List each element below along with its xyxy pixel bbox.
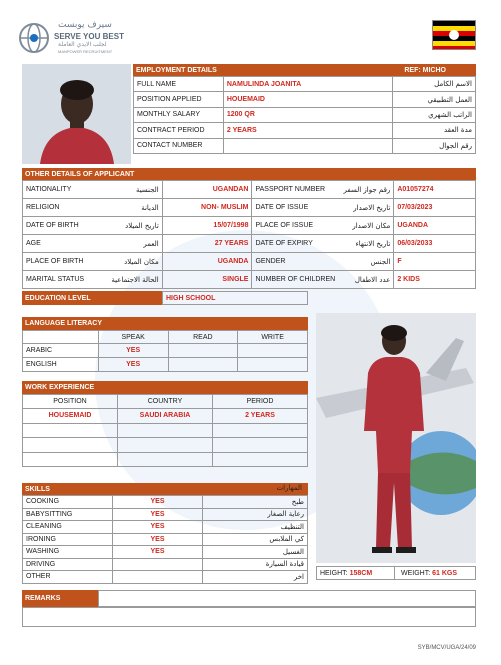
- work-position: HOUSEMAID: [23, 409, 118, 424]
- skill-name: WASHING: [23, 546, 113, 559]
- skill-name-ar: قيادة السيارة: [203, 558, 308, 571]
- work-row: [23, 409, 308, 424]
- language-col-header: SPEAK: [98, 331, 168, 344]
- employment-label: POSITION APPLIED: [134, 92, 224, 107]
- employment-row: [134, 77, 476, 92]
- language-read: [168, 358, 238, 372]
- height-value: 158CM: [349, 569, 373, 577]
- other-details-row: [23, 181, 476, 199]
- other-label2-cell: [252, 217, 394, 235]
- work-col-header: COUNTRY: [118, 395, 213, 409]
- other-label2: DATE OF ISSUE: [255, 204, 309, 211]
- other-label2: NUMBER OF CHILDREN: [255, 276, 336, 283]
- weight-cell: [394, 567, 475, 579]
- other-label2-ar: تاريخ الانتهاء: [355, 239, 391, 248]
- other-label2-cell: [252, 181, 394, 199]
- other-label2-cell: [252, 253, 394, 271]
- employment-label-ar: رقم الجوال: [393, 138, 476, 153]
- remarks-title: REMARKS: [25, 595, 61, 602]
- other-value: UGANDAN: [162, 181, 252, 199]
- employment-value: [223, 138, 392, 153]
- skill-value: [113, 571, 203, 584]
- skill-name-ar: الغسيل: [203, 546, 308, 559]
- other-label-ar: الجنسية: [135, 185, 159, 194]
- skill-name: OTHER: [23, 571, 113, 584]
- work-title: WORK EXPERIENCE: [25, 384, 95, 391]
- skill-value: YES: [113, 496, 203, 509]
- applicant-portrait: [22, 64, 131, 164]
- skill-row: [23, 571, 308, 584]
- language-write: [238, 358, 308, 372]
- other-label: DATE OF BIRTH: [26, 222, 79, 229]
- work-period: [213, 423, 308, 438]
- skill-value: [113, 558, 203, 571]
- other-label-cell: [23, 271, 163, 289]
- work-row: [23, 438, 308, 453]
- language-header: [22, 317, 308, 330]
- skill-name-ar: رعاية الصغار: [203, 508, 308, 521]
- other-value2: A01057274: [394, 181, 476, 199]
- language-write: [238, 344, 308, 358]
- other-value: 27 YEARS: [162, 235, 252, 253]
- ref-block: [404, 67, 446, 74]
- globe-logo-icon: [18, 22, 50, 54]
- employment-label: MONTHLY SALARY: [134, 107, 224, 122]
- other-label-ar: العمر: [143, 239, 159, 248]
- employment-title: EMPLOYMENT DETAILS: [136, 66, 217, 74]
- skill-name-ar: اخر: [203, 571, 308, 584]
- applicant-full-photo: [316, 313, 476, 563]
- employment-label-ar: مدة العقد: [393, 123, 476, 138]
- employment-value: 2 YEARS: [223, 123, 392, 138]
- employment-label-ar: العمل التطبيقي: [393, 92, 476, 107]
- work-header: [22, 381, 308, 394]
- other-details-row: [23, 253, 476, 271]
- other-details-table: [22, 180, 476, 289]
- other-label2: DATE OF EXPIRY: [255, 240, 313, 247]
- other-value2: F: [394, 253, 476, 271]
- other-label2-ar: الجنس: [370, 257, 391, 266]
- other-label2: PASSPORT NUMBER: [255, 186, 326, 193]
- work-position: [23, 452, 118, 467]
- other-value2: 2 KIDS: [394, 271, 476, 289]
- footer-code: SYB/MCV/UGA/24/09: [417, 645, 476, 651]
- work-country: [118, 452, 213, 467]
- remarks-body: [22, 607, 476, 627]
- skill-value: YES: [113, 508, 203, 521]
- language-name: ARABIC: [23, 344, 99, 358]
- education-value: HIGH SCHOOL: [162, 291, 308, 305]
- ref-label: REF:: [404, 66, 421, 74]
- logo-sub-en: MANPOWER RECRUITMENT: [58, 49, 113, 54]
- skill-row: [23, 521, 308, 534]
- language-blank-header: [23, 331, 99, 344]
- other-label-ar: تاريخ الميلاد: [125, 221, 159, 230]
- work-col-header: POSITION: [23, 395, 118, 409]
- other-label2: PLACE OF ISSUE: [255, 222, 314, 229]
- skill-row: [23, 558, 308, 571]
- employment-label-ar: الاسم الكامل: [393, 77, 476, 92]
- other-value: UGANDA: [162, 253, 252, 271]
- weight-value: 61 KGS: [432, 569, 458, 577]
- work-table: [22, 394, 308, 467]
- other-label2: GENDER: [255, 258, 286, 265]
- other-value: NON- MUSLIM: [162, 199, 252, 217]
- other-label-cell: [23, 199, 163, 217]
- work-country: [118, 423, 213, 438]
- company-logo: [18, 20, 148, 56]
- skill-name: DRIVING: [23, 558, 113, 571]
- skill-name-ar: التنظيف: [203, 521, 308, 534]
- other-label2-cell: [252, 199, 394, 217]
- other-label-ar: الديانة: [141, 203, 159, 212]
- height-cell: [317, 570, 394, 577]
- skills-title-ar: المهارات: [276, 484, 302, 492]
- skill-row: [23, 496, 308, 509]
- other-label2-ar: رقم جواز السفر: [343, 185, 391, 194]
- language-read: [168, 344, 238, 358]
- work-row: [23, 423, 308, 438]
- language-header-row: [23, 331, 308, 344]
- other-details-row: [23, 217, 476, 235]
- employment-value: HOUEMAID: [223, 92, 392, 107]
- education-label: [22, 291, 162, 305]
- other-value2: UGANDA: [394, 217, 476, 235]
- work-col-header: PERIOD: [213, 395, 308, 409]
- other-details-header: [22, 168, 476, 180]
- other-label2-ar: مكان الاصدار: [352, 221, 391, 230]
- uganda-flag-icon: [432, 20, 476, 50]
- other-label: AGE: [26, 240, 41, 247]
- other-details-title: OTHER DETAILS OF APPLICANT: [25, 170, 135, 178]
- other-label-ar: مكان الميلاد: [124, 257, 159, 266]
- employment-label: CONTRACT PERIOD: [134, 123, 224, 138]
- other-label: PLACE OF BIRTH: [26, 258, 84, 265]
- skill-row: [23, 533, 308, 546]
- weight-label: WEIGHT:: [401, 569, 431, 577]
- other-details-row: [23, 235, 476, 253]
- logo-arabic: سيرف يوبست: [58, 20, 112, 30]
- other-label-ar: الحالة الاجتماعية: [111, 275, 159, 284]
- language-title: LANGUAGE LITERACY: [25, 320, 102, 327]
- other-details-row: [23, 271, 476, 289]
- work-header-row: [23, 395, 308, 409]
- employment-value: 1200 QR: [223, 107, 392, 122]
- other-label-cell: [23, 253, 163, 271]
- ref-value: MICHO: [422, 66, 446, 74]
- skill-name: IRONING: [23, 533, 113, 546]
- language-speak: YES: [98, 358, 168, 372]
- employment-details-header: [133, 64, 476, 76]
- skill-name: BABYSITTING: [23, 508, 113, 521]
- work-period: [213, 438, 308, 453]
- employment-label: CONTACT NUMBER: [134, 138, 224, 153]
- work-country: [118, 438, 213, 453]
- language-name: ENGLISH: [23, 358, 99, 372]
- height-weight-row: [316, 566, 476, 580]
- language-col-header: WRITE: [238, 331, 308, 344]
- employment-label: FULL NAME: [134, 77, 224, 92]
- remarks-label: [22, 590, 98, 607]
- employment-label-ar: الراتب الشهري: [393, 107, 476, 122]
- other-label-cell: [23, 181, 163, 199]
- language-speak: YES: [98, 344, 168, 358]
- height-label: HEIGHT:: [320, 569, 348, 577]
- employment-row: [134, 107, 476, 122]
- skill-value: YES: [113, 546, 203, 559]
- work-period: 2 YEARS: [213, 409, 308, 424]
- logo-sub-arabic: لجلب الايدي العاملة: [58, 41, 107, 48]
- other-value2: 07/03/2023: [394, 199, 476, 217]
- language-table: [22, 330, 308, 372]
- skill-value: YES: [113, 521, 203, 534]
- skill-name: CLEANING: [23, 521, 113, 534]
- remarks-box: [98, 590, 476, 607]
- work-position: [23, 423, 118, 438]
- employment-table: [133, 76, 476, 154]
- other-label-cell: [23, 235, 163, 253]
- other-label: NATIONALITY: [26, 186, 72, 193]
- logo-name: SERVE YOU BEST: [54, 32, 124, 41]
- skill-row: [23, 546, 308, 559]
- skill-name-ar: كي الملابس: [203, 533, 308, 546]
- skill-name: COOKING: [23, 496, 113, 509]
- other-label2-cell: [252, 271, 394, 289]
- other-label2-ar: عدد الاطفال: [354, 275, 391, 284]
- employment-value: NAMULINDA JOANITA: [223, 77, 392, 92]
- skill-name-ar: طبخ: [203, 496, 308, 509]
- work-row: [23, 452, 308, 467]
- language-row: [23, 358, 308, 372]
- other-label: RELIGION: [26, 204, 60, 211]
- other-label: MARITAL STATUS: [26, 276, 85, 283]
- skill-value: YES: [113, 533, 203, 546]
- education-label-text: EDUCATION LEVEL: [25, 294, 91, 302]
- skills-title: SKILLS: [25, 485, 50, 493]
- other-value: SINGLE: [162, 271, 252, 289]
- other-value2: 06/03/2033: [394, 235, 476, 253]
- skill-row: [23, 508, 308, 521]
- work-period: [213, 452, 308, 467]
- work-country: SAUDI ARABIA: [118, 409, 213, 424]
- employment-row: [134, 123, 476, 138]
- language-col-header: READ: [168, 331, 238, 344]
- other-label2-cell: [252, 235, 394, 253]
- other-value: 15/07/1998: [162, 217, 252, 235]
- work-position: [23, 438, 118, 453]
- employment-row: [134, 138, 476, 153]
- employment-row: [134, 92, 476, 107]
- other-label2-ar: تاريخ الاصدار: [353, 203, 391, 212]
- skills-table: [22, 495, 308, 584]
- language-row: [23, 344, 308, 358]
- other-label-cell: [23, 217, 163, 235]
- other-details-row: [23, 199, 476, 217]
